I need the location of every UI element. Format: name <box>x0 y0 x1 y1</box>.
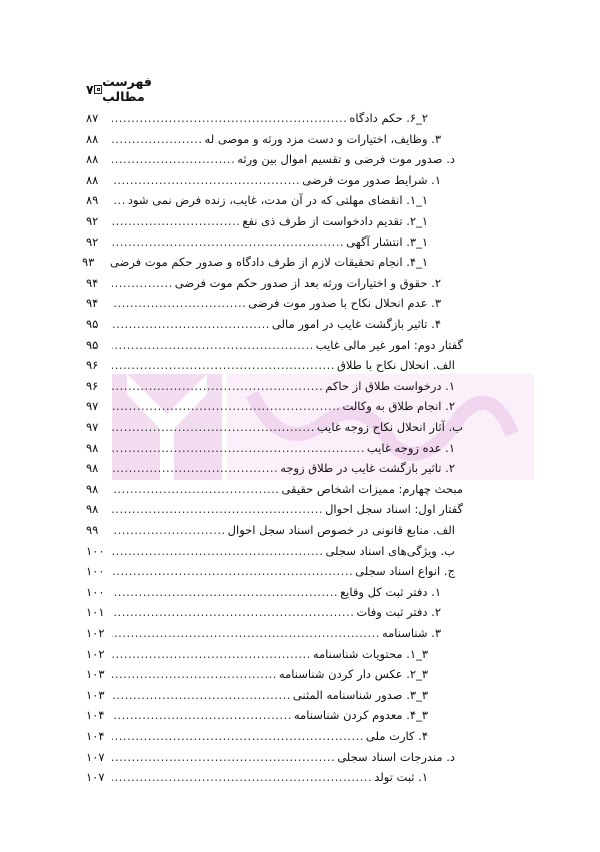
toc-entry-title: ۳. وظایف، اختیارات و دست مزد ورثه و موصی له <box>204 131 441 146</box>
toc-entry[interactable] <box>86 602 441 622</box>
dot-leader <box>112 667 277 681</box>
dot-leader <box>112 441 365 455</box>
toc-entry-page: ۹۵ <box>86 317 99 331</box>
toc-entry-title: ۱_۴. انجام تحقیقات لازم از طرف دادگاه و صدور حکم موت فرضی <box>109 255 428 270</box>
toc-entry[interactable] <box>86 417 463 437</box>
toc-entry-title: ج. انواع اسناد سجلی <box>355 564 455 579</box>
dot-leader <box>112 358 335 372</box>
dot-leader <box>112 317 270 331</box>
toc-entry-title: ۱_۱. انقضای مهلتی که در آن مدت، غایب، زنده فرض نمی شود <box>127 193 428 208</box>
toc-entry[interactable] <box>86 190 428 210</box>
dot-leader <box>112 193 126 207</box>
toc-entry-title: ۲. انجام طلاق به وکالت <box>342 399 455 414</box>
dot-leader <box>112 214 240 228</box>
dot-leader <box>112 729 364 743</box>
dot-leader <box>112 605 354 619</box>
dot-leader <box>112 626 380 640</box>
toc-entry-title: ۱. عده زوجه غایب <box>366 440 455 455</box>
dot-leader <box>112 152 235 166</box>
toc-entry-title: گفتار اول: اسناد سجل احوال <box>325 502 463 517</box>
toc-entry[interactable] <box>86 499 463 519</box>
toc-entry-page: ۸۸ <box>86 172 99 187</box>
toc-entry-title: ۱. دفتر ثبت کل وقایع <box>340 584 441 599</box>
toc-entry[interactable] <box>86 582 441 602</box>
toc-entry-title: د. صدور موت فرضی و تقسیم اموال بین ورثه <box>237 152 455 167</box>
dot-leader <box>112 420 315 434</box>
toc-entry-page: ۹۴ <box>86 296 99 311</box>
toc-entry[interactable] <box>86 726 428 746</box>
toc-entry-title: ۲. دفتر ثبت وفات <box>356 605 441 620</box>
dot-leader <box>112 523 226 537</box>
dot-leader <box>112 379 323 393</box>
toc-entry-title: ۴. کارت ملی <box>365 729 428 743</box>
toc-entry-title: ۳. عدم انحلال نکاح با صدور موت فرضی <box>248 296 441 311</box>
toc-entry[interactable] <box>81 252 428 272</box>
toc-entry-page: ۸۸ <box>86 131 99 146</box>
toc-entry-title: گفتار دوم: امور غیر مالی غایب <box>315 337 463 352</box>
dot-leader <box>112 688 291 702</box>
toc-entry[interactable] <box>86 541 455 561</box>
toc-entry-title: الف. انحلال نکاح با طلاق <box>336 358 455 373</box>
toc-entry[interactable] <box>86 355 455 375</box>
toc-entry-title: د. مندرجات اسناد سجلی <box>337 749 455 764</box>
dot-leader <box>112 111 347 125</box>
toc-entry-title: ۲_۶. حکم دادگاه <box>349 111 428 125</box>
dot-leader <box>112 276 173 290</box>
dot-leader <box>112 132 203 146</box>
header-page-number: ۷ <box>86 81 94 97</box>
toc-entry-page: ۹۶ <box>86 358 99 373</box>
dot-leader <box>112 647 311 661</box>
dot-leader <box>112 338 314 352</box>
toc-entry[interactable] <box>86 170 441 190</box>
toc-entry[interactable] <box>86 747 455 767</box>
toc-entry-page: ۹۲ <box>86 234 99 249</box>
toc-entry[interactable] <box>86 129 441 149</box>
dot-leader <box>112 235 344 249</box>
toc-entry[interactable] <box>86 561 455 581</box>
toc-entry[interactable] <box>86 108 428 128</box>
toc-entry[interactable] <box>86 314 441 334</box>
toc-entry[interactable] <box>86 644 428 664</box>
toc-entry-title: ۳. شناسنامه <box>381 626 441 640</box>
dot-leader <box>112 482 279 496</box>
toc-entry-page: ۱۰۲ <box>86 646 105 661</box>
toc-entry-page: ۹۶ <box>86 378 99 393</box>
toc-entry[interactable] <box>86 149 455 169</box>
dot-leader <box>112 544 323 558</box>
toc-entry-page: ۹۴ <box>86 275 99 290</box>
toc-entry-page: ۱۰۷ <box>86 770 105 785</box>
toc-entry-page: ۸۹ <box>86 193 99 208</box>
toc-entry-page: ۱۰۳ <box>86 687 105 702</box>
toc-entry-page: ۱۰۰ <box>86 543 105 558</box>
toc-entry[interactable] <box>86 293 441 313</box>
toc-entry-title: ۳_۴. معدوم کردن شناسنامه <box>293 708 428 723</box>
dot-leader <box>112 296 246 310</box>
toc-entry-page: ۱۰۳ <box>86 667 105 682</box>
toc-entry-title: ۱. درخواست طلاق از حاکم <box>325 378 455 393</box>
toc-entry-title: ۴. تاثیر بازگشت غایب در امور مالی <box>271 317 441 331</box>
toc-entry[interactable] <box>86 664 428 684</box>
toc-entry-page: ۱۰۴ <box>86 708 105 723</box>
toc-entry[interactable] <box>86 623 441 643</box>
dot-leader <box>112 708 292 722</box>
toc-entry[interactable] <box>86 479 463 499</box>
toc-entry-page: ۱۰۱ <box>86 605 105 620</box>
toc-entry-title: ۲. حقوق و اختیارات ورثه بعد از صدور حکم موت فرضی <box>174 275 441 290</box>
toc-entry-page: ۹۳ <box>81 255 95 270</box>
toc-entry-page: ۹۵ <box>86 337 99 352</box>
toc-entry[interactable] <box>86 273 441 293</box>
toc-entry-title: ب. ویژگی‌های اسناد سجلی <box>325 543 455 558</box>
toc-entry-page: ۹۷ <box>86 420 99 434</box>
toc-entry-title: ۱. شرایط صدور موت فرضی <box>302 172 441 187</box>
toc-entry-page: ۱۰۲ <box>86 626 105 640</box>
toc-entry[interactable] <box>86 396 455 416</box>
toc-entry-page: ۹۹ <box>86 523 99 537</box>
dot-leader <box>112 502 323 516</box>
toc-entry-page: ۱۰۰ <box>86 584 105 599</box>
toc-entry-page: ۸۸ <box>86 152 99 167</box>
toc-entry[interactable] <box>86 232 428 252</box>
toc-entry-title: ب. آثار انحلال نکاح زوجه غایب <box>316 420 463 434</box>
toc-entry-page: ۹۸ <box>86 481 99 496</box>
toc-entry-page: ۹۲ <box>86 214 99 228</box>
toc-entry-page: ۹۸ <box>86 502 99 517</box>
toc-entry-page: ۸۷ <box>86 111 99 125</box>
dot-leader <box>112 399 340 413</box>
toc-entry[interactable] <box>86 767 428 787</box>
dot-leader <box>112 750 335 764</box>
dot-leader <box>112 461 278 475</box>
toc-entry-page: ۹۸ <box>86 461 99 476</box>
toc-entry-title: ۳_۲. عکس دار کردن شناسنامه <box>278 667 428 682</box>
toc-entry-title: ۱_۲. تقدیم دادخواست از طرف ذی نفع <box>242 214 428 228</box>
toc-entry[interactable] <box>86 458 455 478</box>
toc-entry-page: ۱۰۰ <box>86 564 105 579</box>
toc-entry-title: ۳_۳. صدور شناسنامه المثنی <box>292 687 428 702</box>
header-title: فهرست مطالب <box>102 74 152 104</box>
toc-entry-title: الف. منابع قانونی در خصوص اسناد سجل احوال <box>227 523 455 537</box>
toc-entry[interactable] <box>86 438 455 458</box>
toc-entry-page: ۱۰۴ <box>86 729 105 743</box>
toc-entry[interactable] <box>86 376 455 396</box>
toc-entry-title: ۱_۳. انتشار آگهی <box>346 234 428 249</box>
toc-entry-title: ۳_۱. محتویات شناسنامه <box>312 646 428 661</box>
toc-entry-title: مبحث چهارم: ممیزات اشخاص حقیقی <box>281 481 463 496</box>
toc-entry-title: ۱. ثبت تولد <box>374 770 428 785</box>
toc-entry[interactable] <box>86 705 428 725</box>
square-ornament-icon <box>94 85 103 94</box>
toc-entry[interactable] <box>86 211 428 231</box>
running-header <box>86 74 192 104</box>
dot-leader <box>112 770 372 784</box>
toc-entry[interactable] <box>86 335 463 355</box>
toc-entry-page: ۱۰۷ <box>86 749 105 764</box>
dot-leader <box>112 585 338 599</box>
toc-entry[interactable] <box>86 685 428 705</box>
toc-entry[interactable] <box>86 520 455 540</box>
toc-entry-title: ۲. تاثیر بازگشت غایب در طلاق زوجه <box>280 461 455 476</box>
toc-entry-page: ۹۸ <box>86 440 99 455</box>
dot-leader <box>112 173 300 187</box>
dot-leader <box>112 564 353 578</box>
toc-entry-page: ۹۷ <box>86 399 99 414</box>
